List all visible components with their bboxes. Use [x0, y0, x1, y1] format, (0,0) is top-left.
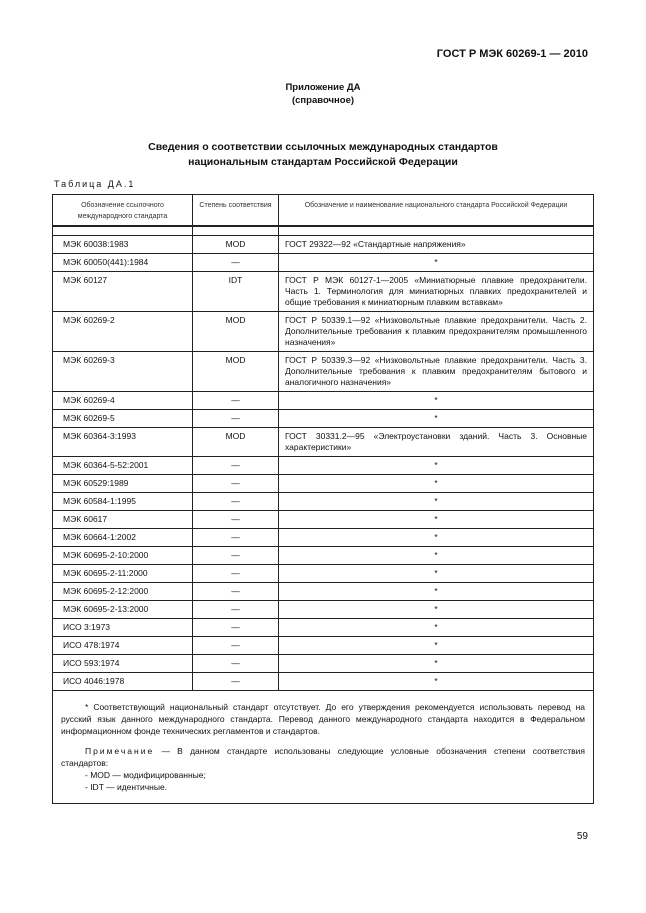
cell-national-standard: * — [279, 410, 594, 428]
cell-international-standard: МЭК 60127 — [53, 272, 193, 312]
appendix-heading — [0, 81, 646, 107]
correspondence-table-container — [52, 194, 593, 804]
cell-degree: — — [193, 655, 279, 673]
correspondence-table — [52, 194, 594, 804]
cell-international-standard: ИСО 4046:1978 — [53, 673, 193, 691]
cell-degree: MOD — [193, 428, 279, 457]
cell-degree: — — [193, 457, 279, 475]
table-row — [53, 475, 594, 493]
cell-international-standard: МЭК 60695-2-12:2000 — [53, 583, 193, 601]
table-body — [53, 226, 594, 691]
cell-degree: — — [193, 475, 279, 493]
cell-degree: — — [193, 511, 279, 529]
table-row — [53, 493, 594, 511]
cell-national-standard: * — [279, 254, 594, 272]
cell-national-standard: * — [279, 511, 594, 529]
cell-degree: — — [193, 493, 279, 511]
header-international-standard: Обозначение ссылочного международного стандарта — [53, 195, 193, 227]
page-number: 59 — [576, 831, 588, 842]
cell-international-standard: МЭК 60695-2-11:2000 — [53, 565, 193, 583]
cell-degree: MOD — [193, 236, 279, 254]
table-row — [53, 601, 594, 619]
note — [61, 745, 585, 769]
cell-international-standard: ИСО 478:1974 — [53, 637, 193, 655]
table-row — [53, 655, 594, 673]
cell-degree: — — [193, 547, 279, 565]
cell-national-standard: * — [279, 547, 594, 565]
appendix-subtitle: (справочное) — [291, 95, 355, 106]
cell-degree: MOD — [193, 352, 279, 392]
cell-degree: — — [193, 619, 279, 637]
footnote: * Соответствующий национальный стандарт отсутствует. До его утверждения рекомендуется использовать перевод на русский язык данного международного стандарта. Перевод данного международного стандарта находится в Федеральном информационном фонде технических регламентов и стандартов. — [61, 702, 585, 736]
table-row — [53, 637, 594, 655]
standard-designation: ГОСТ Р МЭК 60269-1 — 2010 — [436, 48, 588, 60]
cell-international-standard: МЭК 60695-2-13:2000 — [53, 601, 193, 619]
cell-international-standard: МЭК 60664-1:2002 — [53, 529, 193, 547]
note-item-idt: - IDT — идентичные. — [85, 782, 168, 792]
cell-international-standard: МЭК 60364-3:1993 — [53, 428, 193, 457]
cell-degree: — — [193, 410, 279, 428]
cell-degree: MOD — [193, 312, 279, 352]
cell-national-standard: * — [279, 637, 594, 655]
cell-national-standard: ГОСТ Р 50339.3—92 «Низковольтные плавкие предохранители. Часть 3. Дополнительные требования к плавким предохранителям бытового и аналогичного назначения» — [279, 352, 594, 392]
table-notes — [53, 691, 594, 804]
cell-degree: IDT — [193, 272, 279, 312]
table-row — [53, 529, 594, 547]
cell-degree: — — [193, 673, 279, 691]
note-label: Примечание — [85, 746, 155, 756]
header-national-standard: Обозначение и наименование национального стандарта Российской Федерации — [279, 195, 594, 227]
cell-national-standard: ГОСТ 30331.2—95 «Электроустановки зданий. Часть 3. Основные характеристики» — [279, 428, 594, 457]
table-row — [53, 583, 594, 601]
cell-international-standard: МЭК 60364-5-52:2001 — [53, 457, 193, 475]
cell-national-standard: * — [279, 457, 594, 475]
cell-national-standard: * — [279, 565, 594, 583]
cell-degree: — — [193, 637, 279, 655]
cell-national-standard: ГОСТ 29322—92 «Стандартные напряжения» — [279, 236, 594, 254]
table-notes-row — [53, 691, 594, 804]
table-row — [53, 547, 594, 565]
title-line-2: национальным стандартам Российской Федерации — [188, 156, 458, 168]
note-item-mod: - MOD — модифицированные; — [85, 770, 206, 780]
cell-national-standard: ГОСТ Р 50339.1—92 «Низковольтные плавкие предохранители. Часть 2. Дополнительные требования к плавким предохранителям промышленного назначения» — [279, 312, 594, 352]
cell-national-standard: * — [279, 601, 594, 619]
cell-degree: — — [193, 392, 279, 410]
cell-international-standard: МЭК 60038:1983 — [53, 236, 193, 254]
cell-national-standard: * — [279, 493, 594, 511]
cell-national-standard: * — [279, 392, 594, 410]
table-row — [53, 457, 594, 475]
table-row — [53, 619, 594, 637]
table-row — [53, 410, 594, 428]
cell-degree: — — [193, 601, 279, 619]
table-row — [53, 272, 594, 312]
cell-degree: — — [193, 565, 279, 583]
header-degree: Степень соответствия — [193, 195, 279, 227]
cell-international-standard: МЭК 60050(441):1984 — [53, 254, 193, 272]
table-row — [53, 565, 594, 583]
table-row — [53, 312, 594, 352]
appendix-title: Приложение ДА — [285, 82, 361, 93]
table-row — [53, 428, 594, 457]
note-text: — В данном стандарте использованы следующие условные обозначения степени соответствия стандартов: — [61, 746, 585, 768]
cell-degree: — — [193, 529, 279, 547]
cell-national-standard: * — [279, 529, 594, 547]
cell-national-standard: * — [279, 475, 594, 493]
table-row — [53, 236, 594, 254]
table-row — [53, 673, 594, 691]
table-row — [53, 392, 594, 410]
cell-degree: — — [193, 254, 279, 272]
cell-international-standard: МЭК 60695-2-10:2000 — [53, 547, 193, 565]
cell-national-standard: * — [279, 619, 594, 637]
cell-international-standard: МЭК 60269-4 — [53, 392, 193, 410]
cell-national-standard: ГОСТ Р МЭК 60127-1—2005 «Миниатюрные плавкие предохранители. Часть 1. Терминология для миниатюрных плавких предохранителей и общие требования к миниатюрным плавким вставкам» — [279, 272, 594, 312]
page-title — [0, 140, 646, 170]
table-row — [53, 511, 594, 529]
cell-national-standard: * — [279, 655, 594, 673]
cell-international-standard: МЭК 60617 — [53, 511, 193, 529]
cell-national-standard: * — [279, 673, 594, 691]
table-row — [53, 352, 594, 392]
table-label: Таблица ДА.1 — [54, 179, 136, 189]
cell-international-standard: МЭК 60584-1:1995 — [53, 493, 193, 511]
cell-international-standard: МЭК 60269-5 — [53, 410, 193, 428]
title-line-1: Сведения о соответствии ссылочных международных стандартов — [148, 141, 498, 153]
cell-international-standard: ИСО 3:1973 — [53, 619, 193, 637]
table-header-row — [53, 195, 594, 227]
cell-international-standard: МЭК 60529:1989 — [53, 475, 193, 493]
cell-national-standard: * — [279, 583, 594, 601]
table-row — [53, 254, 594, 272]
cell-international-standard: ИСО 593:1974 — [53, 655, 193, 673]
header-separator-row — [53, 226, 594, 236]
cell-international-standard: МЭК 60269-2 — [53, 312, 193, 352]
cell-degree: — — [193, 583, 279, 601]
cell-international-standard: МЭК 60269-3 — [53, 352, 193, 392]
